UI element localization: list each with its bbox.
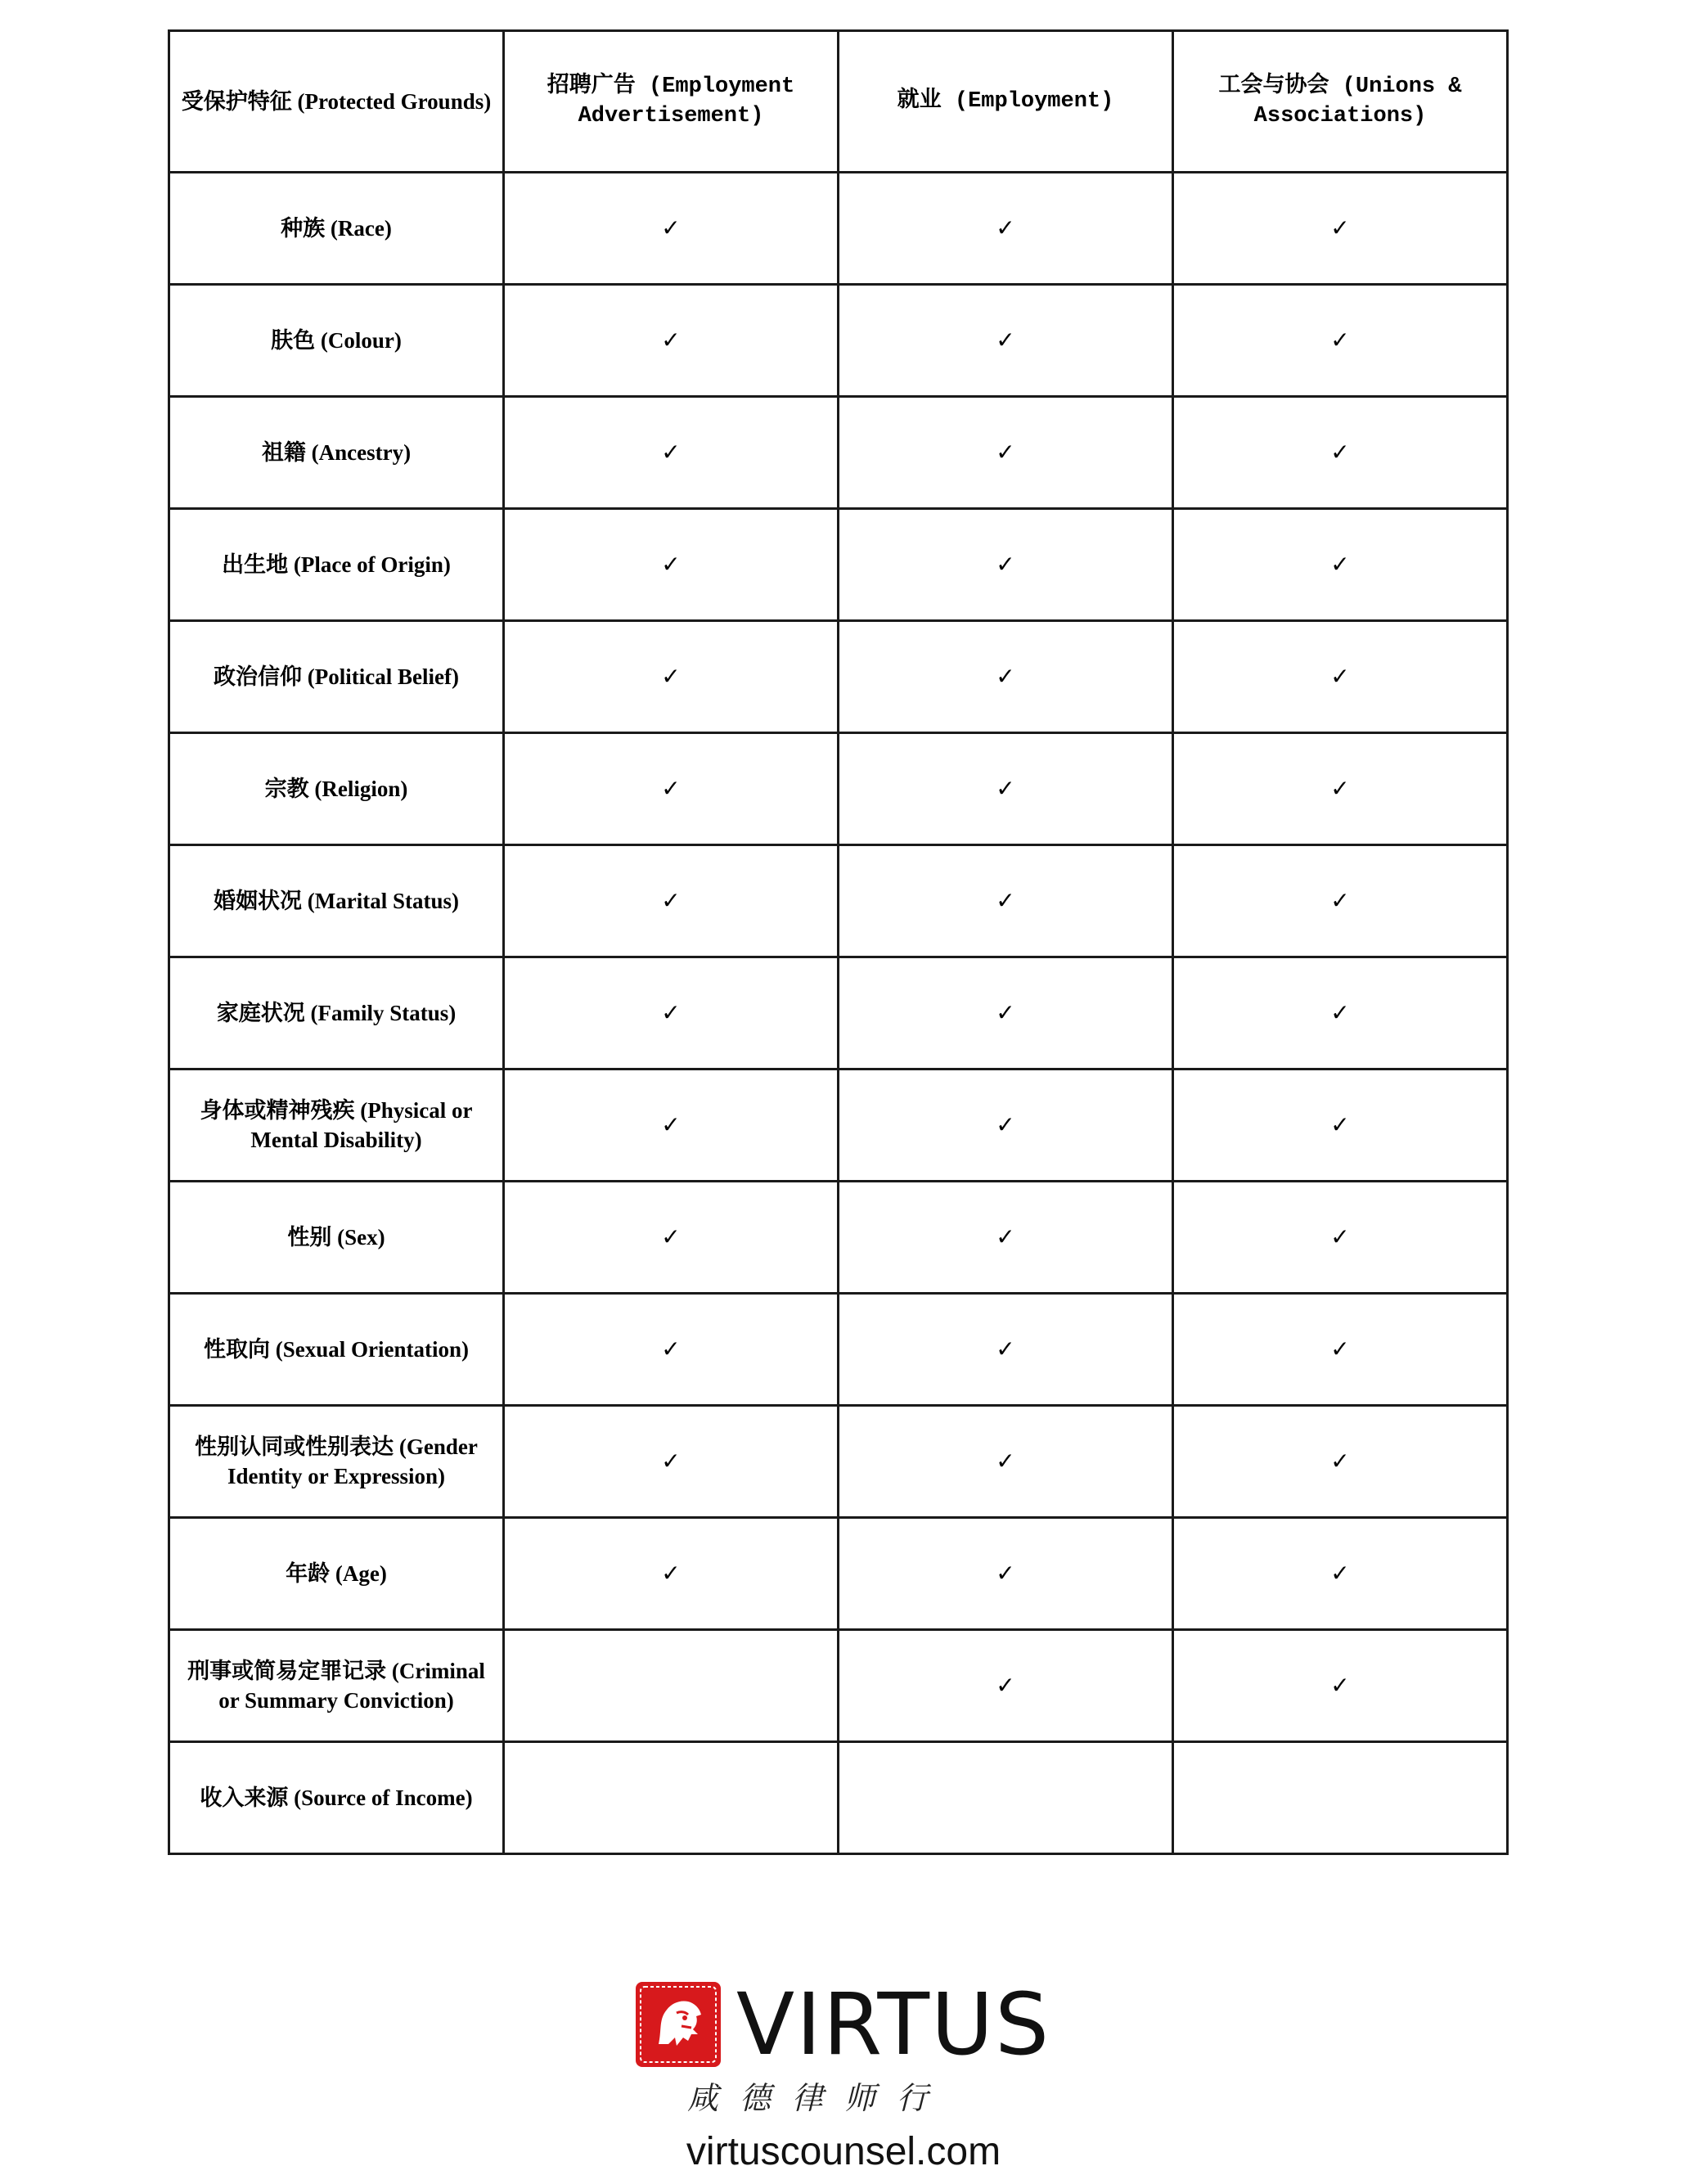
table-row — [169, 1630, 1508, 1742]
check-mark-icon: ✓ — [1330, 1223, 1350, 1250]
employment-check-cell — [839, 733, 1173, 845]
employment-check-cell — [839, 957, 1173, 1069]
check-mark-icon: ✓ — [996, 214, 1015, 241]
unions-check-cell — [1173, 1294, 1508, 1406]
check-mark-icon: ✓ — [1330, 1448, 1350, 1475]
ground-cell — [169, 1742, 504, 1854]
ground-label: 宗教 (Religion) — [264, 777, 408, 801]
unions-check-cell — [1173, 621, 1508, 733]
advertisement-check-cell — [504, 845, 839, 957]
employment-check-cell — [839, 1518, 1173, 1630]
header-employment: 就业 (Employment) — [839, 31, 1173, 173]
employment-check-cell — [839, 285, 1173, 397]
table-row — [169, 1069, 1508, 1182]
advertisement-check-cell — [504, 173, 839, 285]
advertisement-check-cell — [504, 1294, 839, 1406]
ground-cell — [169, 621, 504, 733]
unions-check-cell — [1173, 1182, 1508, 1294]
employment-check-cell — [839, 845, 1173, 957]
table-row — [169, 1406, 1508, 1518]
table-row — [169, 1518, 1508, 1630]
check-mark-icon: ✓ — [1330, 1335, 1350, 1362]
check-mark-icon: ✓ — [1330, 1672, 1350, 1699]
unions-check-cell — [1173, 1742, 1508, 1854]
ground-label: 年龄 (Age) — [286, 1561, 387, 1586]
ground-label: 收入来源 (Source of Income) — [200, 1785, 473, 1810]
table-row — [169, 733, 1508, 845]
check-mark-icon: ✓ — [1330, 1560, 1350, 1587]
check-mark-icon: ✓ — [996, 1223, 1015, 1250]
check-mark-icon: ✓ — [661, 439, 681, 466]
ground-label: 婚姻状况 (Marital Status) — [214, 889, 459, 913]
ground-label: 肤色 (Colour) — [271, 328, 402, 353]
table-row — [169, 1294, 1508, 1406]
check-mark-icon: ✓ — [996, 663, 1015, 690]
ground-cell — [169, 1182, 504, 1294]
ground-label: 种族 (Race) — [281, 216, 392, 241]
check-mark-icon: ✓ — [996, 439, 1015, 466]
advertisement-check-cell — [504, 1182, 839, 1294]
check-mark-icon: ✓ — [661, 887, 681, 914]
advertisement-check-cell — [504, 509, 839, 621]
check-mark-icon: ✓ — [661, 1223, 681, 1250]
ground-cell — [169, 733, 504, 845]
ground-label: 祖籍 (Ancestry) — [261, 440, 412, 465]
advertisement-check-cell — [504, 1742, 839, 1854]
advertisement-check-cell — [504, 285, 839, 397]
employment-check-cell — [839, 621, 1173, 733]
ground-label: 刑事或简易定罪记录 (Criminal or Summary Conviction) — [187, 1659, 485, 1713]
logo-chinese-name: 咸德律师行 — [687, 2080, 950, 2116]
ground-label: 身体或精神残疾 (Physical or Mental Disability) — [200, 1098, 473, 1152]
ground-cell — [169, 1630, 504, 1742]
employment-check-cell — [839, 1069, 1173, 1182]
check-mark-icon: ✓ — [996, 775, 1015, 802]
check-mark-icon: ✓ — [661, 663, 681, 690]
check-mark-icon: ✓ — [996, 999, 1015, 1026]
check-mark-icon: ✓ — [996, 1560, 1015, 1587]
check-mark-icon: ✓ — [996, 1448, 1015, 1475]
ground-cell — [169, 509, 504, 621]
check-mark-icon: ✓ — [661, 999, 681, 1026]
employment-check-cell — [839, 1406, 1173, 1518]
unions-check-cell — [1173, 733, 1508, 845]
check-mark-icon: ✓ — [661, 1448, 681, 1475]
check-mark-icon: ✓ — [661, 1111, 681, 1138]
advertisement-check-cell — [504, 1406, 839, 1518]
virtus-logo — [634, 1975, 1059, 2119]
logo-wordmark: VIRTUS — [736, 1975, 1051, 2074]
employment-check-cell — [839, 1182, 1173, 1294]
ground-cell — [169, 173, 504, 285]
advertisement-check-cell — [504, 1630, 839, 1742]
unions-check-cell — [1173, 1518, 1508, 1630]
check-mark-icon: ✓ — [661, 214, 681, 241]
ground-cell — [169, 1294, 504, 1406]
table-row — [169, 1742, 1508, 1854]
protected-grounds-table — [168, 29, 1509, 1855]
employment-check-cell — [839, 1630, 1173, 1742]
unions-check-cell — [1173, 957, 1508, 1069]
ground-label: 政治信仰 (Political Belief) — [214, 664, 459, 689]
table-header-row — [169, 31, 1508, 173]
check-mark-icon: ✓ — [1330, 551, 1350, 578]
check-mark-icon: ✓ — [996, 1672, 1015, 1699]
ground-cell — [169, 285, 504, 397]
employment-check-cell — [839, 173, 1173, 285]
table-row — [169, 957, 1508, 1069]
employment-check-cell — [839, 509, 1173, 621]
website-url: virtuscounsel.com — [686, 2130, 1001, 2173]
advertisement-check-cell — [504, 397, 839, 509]
ground-cell — [169, 1069, 504, 1182]
header-unions-associations: 工会与协会 (Unions & Associations) — [1173, 31, 1508, 173]
check-mark-icon: ✓ — [1330, 775, 1350, 802]
check-mark-icon: ✓ — [996, 551, 1015, 578]
table-row — [169, 621, 1508, 733]
advertisement-check-cell — [504, 957, 839, 1069]
check-mark-icon: ✓ — [996, 887, 1015, 914]
table-row — [169, 845, 1508, 957]
check-mark-icon: ✓ — [996, 1335, 1015, 1362]
table-row — [169, 285, 1508, 397]
unions-check-cell — [1173, 1069, 1508, 1182]
advertisement-check-cell — [504, 1518, 839, 1630]
unions-check-cell — [1173, 845, 1508, 957]
table-row — [169, 1182, 1508, 1294]
unions-check-cell — [1173, 397, 1508, 509]
check-mark-icon: ✓ — [1330, 1111, 1350, 1138]
ground-cell — [169, 845, 504, 957]
lion-icon — [634, 1980, 722, 2069]
header-protected-grounds: 受保护特征 (Protected Grounds) — [169, 31, 504, 173]
check-mark-icon: ✓ — [661, 326, 681, 353]
advertisement-check-cell — [504, 1069, 839, 1182]
ground-cell — [169, 957, 504, 1069]
check-mark-icon: ✓ — [1330, 439, 1350, 466]
table-body — [169, 173, 1508, 1854]
table-row — [169, 509, 1508, 621]
employment-check-cell — [839, 1742, 1173, 1854]
ground-label: 性别 (Sex) — [287, 1225, 385, 1250]
check-mark-icon: ✓ — [661, 551, 681, 578]
check-mark-icon: ✓ — [996, 326, 1015, 353]
unions-check-cell — [1173, 173, 1508, 285]
unions-check-cell — [1173, 1630, 1508, 1742]
check-mark-icon: ✓ — [1330, 214, 1350, 241]
ground-label: 性取向 (Sexual Orientation) — [204, 1337, 469, 1362]
unions-check-cell — [1173, 509, 1508, 621]
check-mark-icon: ✓ — [996, 1111, 1015, 1138]
check-mark-icon: ✓ — [1330, 663, 1350, 690]
check-mark-icon: ✓ — [1330, 887, 1350, 914]
header-employment-advertisement: 招聘广告 (Employment Advertisement) — [504, 31, 839, 173]
employment-check-cell — [839, 1294, 1173, 1406]
table-row — [169, 397, 1508, 509]
unions-check-cell — [1173, 1406, 1508, 1518]
ground-label: 性别认同或性别表达 (Gender Identity or Expression) — [195, 1434, 478, 1488]
table-row — [169, 173, 1508, 285]
unions-check-cell — [1173, 285, 1508, 397]
check-mark-icon: ✓ — [1330, 999, 1350, 1026]
ground-label: 出生地 (Place of Origin) — [222, 552, 451, 577]
ground-label: 家庭状况 (Family Status) — [216, 1001, 457, 1025]
advertisement-check-cell — [504, 621, 839, 733]
employment-check-cell — [839, 397, 1173, 509]
advertisement-check-cell — [504, 733, 839, 845]
ground-cell — [169, 1406, 504, 1518]
ground-cell — [169, 1518, 504, 1630]
check-mark-icon: ✓ — [661, 775, 681, 802]
check-mark-icon: ✓ — [661, 1335, 681, 1362]
ground-cell — [169, 397, 504, 509]
check-mark-icon: ✓ — [1330, 326, 1350, 353]
check-mark-icon: ✓ — [661, 1560, 681, 1587]
